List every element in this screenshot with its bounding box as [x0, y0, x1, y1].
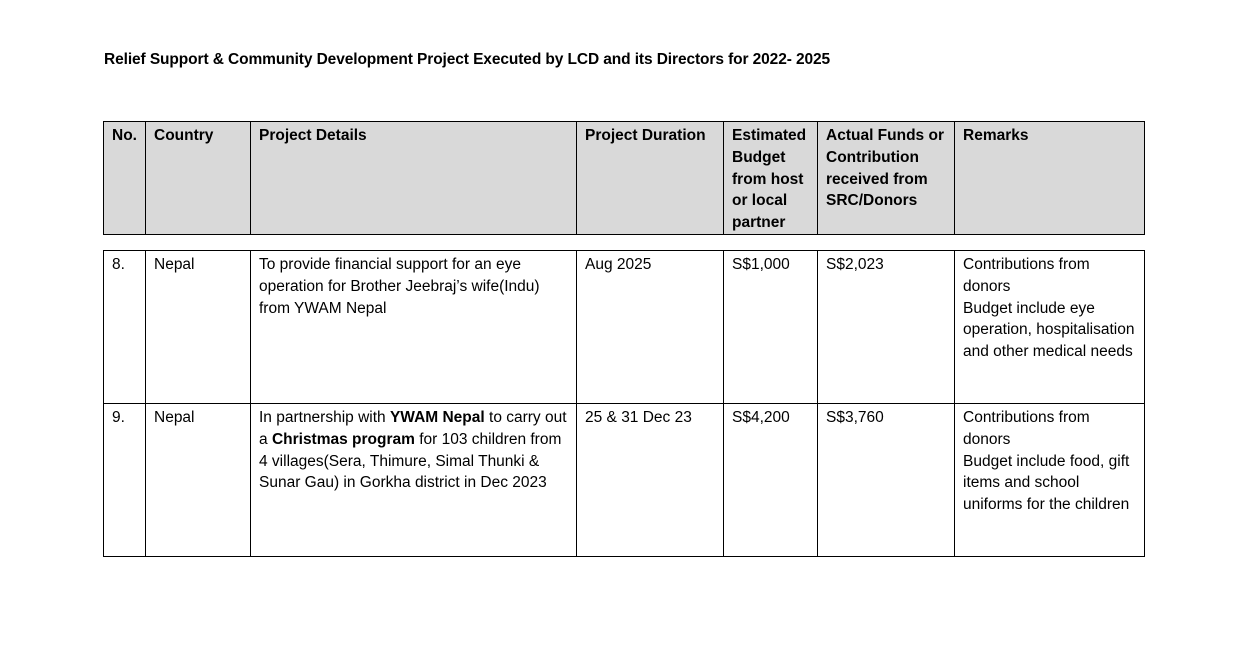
cell-budget: S$1,000 — [724, 251, 818, 404]
header-remarks: Remarks — [955, 122, 1145, 235]
cell-duration: 25 & 31 Dec 23 — [577, 404, 724, 557]
details-bold-program: Christmas program — [271, 430, 415, 448]
remarks-line: Contributions from donors — [963, 409, 1090, 448]
cell-duration: Aug 2025 — [577, 251, 724, 404]
details-text: In partnership with — [259, 409, 390, 426]
table-row — [104, 251, 1145, 404]
header-project-duration: Project Duration — [577, 122, 724, 235]
details-text: To provide financial support for an eye operation for Brother Jeebraj’s wife(Indu) from YWAM Nepal — [259, 256, 540, 317]
cell-project-details — [251, 404, 577, 557]
details-bold-partner: YWAM Nepal — [389, 409, 485, 426]
table-row — [104, 404, 1145, 557]
cell-budget: S$4,200 — [724, 404, 818, 557]
table-header — [103, 121, 1145, 235]
remarks-line: Budget include food, gift items and school uniforms for the children — [963, 452, 1130, 514]
header-no: No. — [104, 122, 146, 235]
cell-country: Nepal — [146, 404, 251, 557]
header-actual-funds: Actual Funds or Contribution received from SRC/Donors — [818, 122, 955, 235]
cell-remarks — [955, 251, 1145, 404]
cell-project-details — [251, 251, 577, 404]
details-text: to carry out a — [259, 409, 567, 448]
document-title: Relief Support & Community Development Project Executed by LCD and its Directors for 2022- 2025 — [104, 51, 831, 68]
header-country: Country — [146, 122, 251, 235]
cell-no: 9. — [104, 404, 146, 557]
cell-remarks — [955, 404, 1145, 557]
cell-no: 8. — [104, 251, 146, 404]
header-estimated-budget: Estimated Budget from host or local partner — [724, 122, 818, 235]
cell-country: Nepal — [146, 251, 251, 404]
project-table — [103, 250, 1145, 557]
cell-actual-funds: S$3,760 — [818, 404, 955, 557]
cell-actual-funds: S$2,023 — [818, 251, 955, 404]
details-text: for 103 children from 4 villages(Sera, Thimure, Simal Thunki & Sunar Gau) in Gorkha district in Dec 2023 — [259, 430, 562, 492]
remarks-line: Contributions from donors — [963, 256, 1090, 295]
remarks-line: Budget include eye operation, hospitalisation and other medical needs — [963, 299, 1135, 361]
header-row — [104, 122, 1145, 235]
header-project-details: Project Details — [251, 122, 577, 235]
